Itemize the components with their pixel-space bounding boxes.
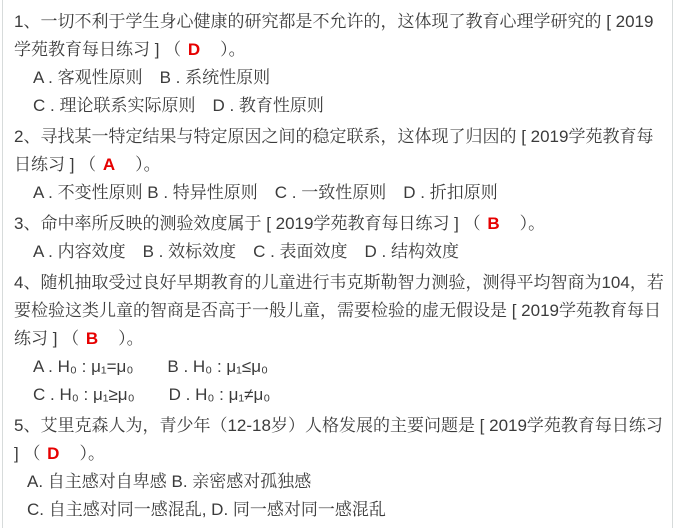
question-close: ）。 [502,214,546,233]
question-5-options-ab: A. 自主感对自卑感 B. 亲密感对孤独感 [27,472,312,491]
question-close: ）。 [62,444,105,463]
question-number: 3、 [14,214,41,233]
question-2-options: A . 不变性原则 B . 特异性原则 C . 一致性原则 D . 折扣原则 [33,183,498,202]
question-4 [14,269,664,409]
question-1 [14,8,664,120]
question-stem-text: 艾里克森人为，青少年（12-18岁）人格发展的主要问题是 [ 2019学苑教育每日练习 ] （ [14,416,663,463]
answer-letter: A [102,155,116,174]
question-number: 4、 [14,273,41,292]
question-3-stem [14,210,664,238]
answer-letter: B [85,329,99,348]
question-number: 2、 [14,127,41,146]
question-close: ）。 [118,155,161,174]
question-5 [14,412,664,524]
question-close: ）。 [203,40,246,59]
question-2 [14,123,664,207]
question-stem-text: 随机抽取受过良好早期教育的儿童进行韦克斯勒智力测验，测得平均智商为104，若要检验这类儿童的智商是否高于一般儿童，需要检验的虚无假设是 [ 2019学苑教育每日练习 ] （ [14,273,664,348]
question-4-options-ab: A . H₀ : μ₁=μ₀ B . H₀ : μ₁≤μ₀ [33,357,269,376]
question-1-options-ab: A . 客观性原则 B . 系统性原则 [33,68,271,87]
question-close: ）。 [101,329,144,348]
question-number: 1、 [14,12,41,31]
question-4-options-cd: C . H₀ : μ₁≥μ₀ D . H₀ : μ₁≠μ₀ [33,385,271,404]
answer-letter: D [47,444,60,463]
question-5-stem [14,412,664,468]
question-3 [14,210,664,266]
question-4-stem [14,269,664,353]
question-2-stem [14,123,664,179]
question-stem-text: 一切不利于学生身心健康的研究都是不允许的，这体现了教育心理学研究的 [ 2019学苑教育每日练习 ] （ [14,12,654,59]
quiz-page [2,0,673,528]
question-3-options: A . 内容效度 B . 效标效度 C . 表面效度 D . 结构效度 [33,242,459,261]
question-5-options-cd: C. 自主感对同一感混乱, D. 同一感对同一感混乱 [27,500,386,519]
question-1-options-cd: C . 理论联系实际原则 D . 教育性原则 [33,96,324,115]
question-stem-text: 寻找某一特定结果与特定原因之间的稳定联系，这体现了归因的 [ 2019学苑教育每日练习 ] （ [14,127,654,174]
answer-letter: B [487,214,500,233]
question-stem-text: 命中率所反映的测验效度属于 [ 2019学苑教育每日练习 ] （ [40,214,486,233]
answer-letter: D [187,40,201,59]
question-number: 5、 [14,416,41,435]
question-1-stem [14,8,664,64]
